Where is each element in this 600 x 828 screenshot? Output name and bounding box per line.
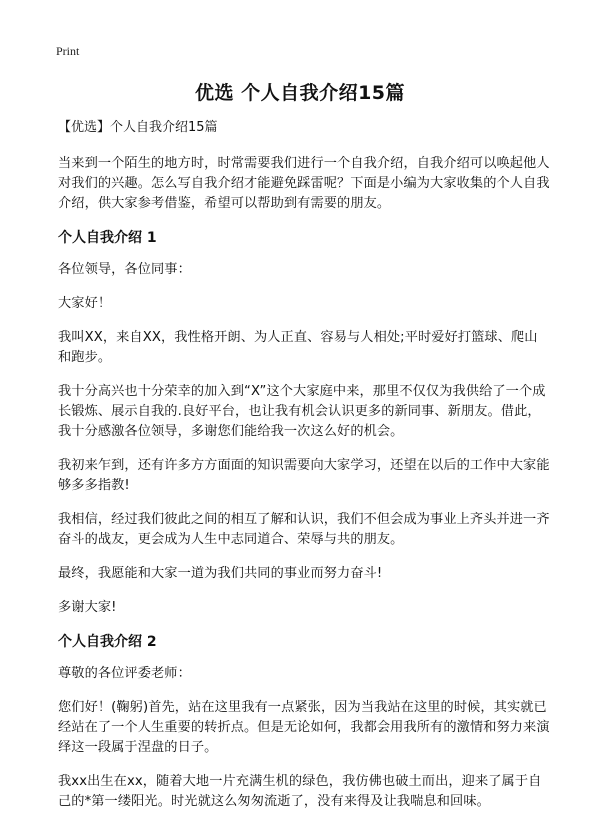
paragraph: 我初来乍到，还有许多方方面面的知识需要向大家学习，还望在以后的工作中大家能够多多指教! xyxy=(58,458,550,493)
paragraph: 各位领导，各位同事： xyxy=(58,262,191,277)
print-link[interactable]: Print xyxy=(56,44,80,58)
paragraph: 我相信，经过我们彼此之间的相互了解和认识，我们不但会成为事业上齐头并进一齐奋斗的战友，更会成为人生中志同道合、荣辱与共的朋友。 xyxy=(58,512,550,547)
intro-paragraph: 当来到一个陌生的地方时，时常需要我们进行一个自我介绍，自我介绍可以唤起他人对我们的兴趣。怎么写自我介绍才能避免踩雷呢？下面是小编为大家收集的个人自我介绍，供大家参考借鉴，希望可以帮助到有需要的朋友。 xyxy=(58,156,550,211)
paragraph: 最终，我愿能和大家一道为我们共同的事业而努力奋斗! xyxy=(58,566,383,581)
page-title: 优选 个人自我介绍15篇 xyxy=(194,82,406,104)
paragraph: 我xx出生在xx，随着大地一片充满生机的绿色，我仿佛也破土而出，迎来了属于自己的*第一缕阳光。时光就这么匆匆流逝了，没有来得及让我喘息和回味。 xyxy=(58,774,542,809)
paragraph: 您们好！(鞠躬)首先，站在这里我有一点紧张，因为当我站在这里的时候，其实就已经站在了一个人生重要的转折点。但是无论如何，我都会用我所有的激情和努力来演绎这一段属于涅盘的日子。 xyxy=(58,700,550,755)
paragraph: 我叫XX，来自XX，我性格开朗、为人正直、容易与人相处;平时爱好打篮球、爬山和跑步。 xyxy=(58,330,538,365)
document-body xyxy=(58,118,550,826)
section-heading: 个人自我介绍 1 xyxy=(58,230,157,246)
paragraph: 尊敬的各位评委老师： xyxy=(58,666,191,681)
paragraph: 我十分高兴也十分荣幸的加入到“X”这个大家庭中来，那里不仅仅为我供给了一个成长锻炼、展示自我的.良好平台，也让我有机会认识更多的新同事、新朋友。借此，我十分感激各位领导，多谢您们能给我一次这么好的机会。 xyxy=(58,384,546,439)
paragraph: 大家好！ xyxy=(58,296,112,311)
paragraph: 多谢大家! xyxy=(58,600,117,615)
section-heading: 个人自我介绍 2 xyxy=(58,634,157,650)
document-subtitle: 【优选】个人自我介绍15篇 xyxy=(58,120,218,135)
